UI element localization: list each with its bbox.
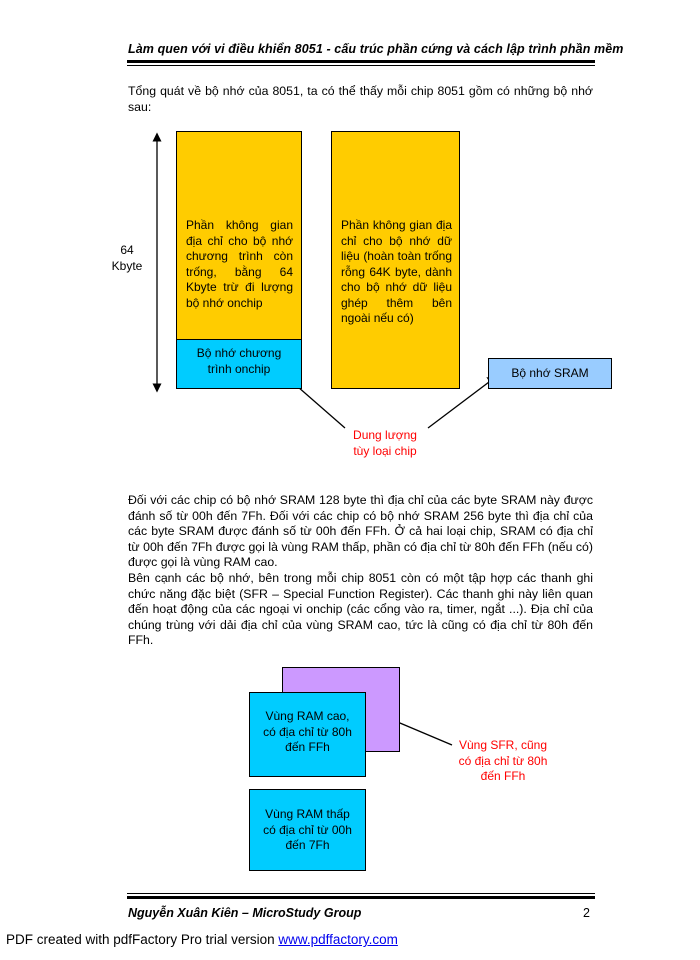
paragraph-sfr: Bên cạnh các bộ nhớ, bên trong mỗi chip 8051 còn có một tập hợp các thanh ghi chức năng đặc biệt (SFR – Special Function Register). Các thanh ghi này liên quan đến hoạt động của các ngoại vi onchip (các cổng vào ra, timer, ngắt ...). Địa chỉ của chúng trùng với dải địa chỉ của vùng SRAM cao, tức là cũng có địa chỉ từ 80h đến FFh. <box>128 570 593 648</box>
page-header-title: Làm quen với vi điều khiển 8051 - cấu trúc phần cứng và cách lập trình phần mềm <box>128 42 624 56</box>
onchip-program-box: Bộ nhớ chương trình onchip <box>176 339 302 389</box>
sfr-note: Vùng SFR, cũng có địa chỉ từ 80h đến FFh <box>458 738 548 783</box>
low-ram-box: Vùng RAM thấp có địa chỉ từ 00h đến 7Fh <box>249 789 366 871</box>
intro-paragraph: Tổng quát về bộ nhớ của 8051, ta có thể thấy mỗi chip 8051 gồm có những bộ nhớ sau: <box>128 84 593 114</box>
data-space-box <box>331 131 460 389</box>
body-paragraphs <box>128 493 593 649</box>
high-ram-box: Vùng RAM cao, có địa chỉ từ 80h đến FFh <box>249 692 366 777</box>
program-space-box <box>176 131 302 340</box>
pdf-trial-note <box>6 932 398 947</box>
paragraph-sram-addressing: Đối với các chip có bộ nhớ SRAM 128 byte thì địa chỉ của các byte SRAM này được đánh số từ 00h đến 7Fh. Đối với các chip có bộ nhớ SRAM 256 byte thì địa chỉ của các byte SRAM được đánh số từ 00h đến FFh. Ở cả hai loại chip, SRAM có địa chỉ từ 00h đến 7Fh được gọi là vùng RAM thấp, phần có địa chỉ từ 80h đến FFh (nếu có) được gọi là vùng RAM cao. <box>128 493 593 570</box>
size-label: 64 Kbyte <box>111 243 143 273</box>
footer-rule-thick <box>127 896 595 899</box>
data-space-text: Phần không gian địa chỉ cho bộ nhớ dữ liệu (hoàn toàn trống rỗng 64K byte, dành cho bộ nhớ dữ liệu ghép thêm bên ngoài nếu có) <box>341 218 452 325</box>
capacity-note: Dung lượng tùy loại chip <box>353 428 417 458</box>
program-space-text: Phần không gian địa chỉ cho bộ nhớ chương trình còn trống, bằng 64 Kbyte trừ đi lượng bộ nhớ onchip <box>186 218 293 310</box>
pdf-note-text: PDF created with pdfFactory Pro trial version <box>6 932 279 947</box>
footer-rule-thin <box>127 893 595 894</box>
pdffactory-link[interactable]: www.pdffactory.com <box>278 932 398 947</box>
page-number: 2 <box>583 906 590 920</box>
sram-box: Bộ nhớ SRAM <box>488 358 612 389</box>
footer-author: Nguyễn Xuân Kiên – MicroStudy Group <box>128 906 362 920</box>
